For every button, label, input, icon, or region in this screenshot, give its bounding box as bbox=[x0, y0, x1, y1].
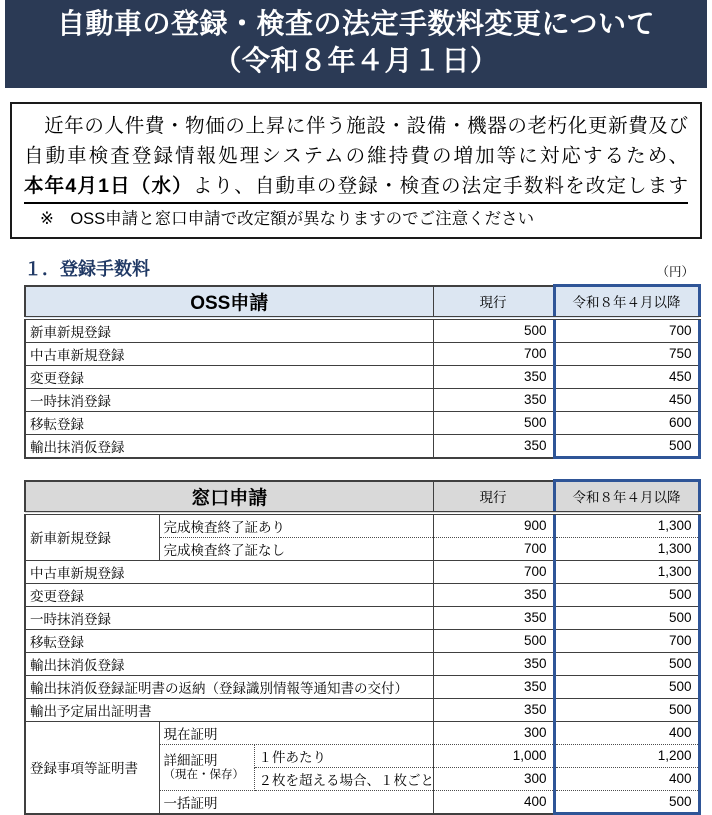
fee-row-label: 輸出予定届出証明書 bbox=[25, 698, 433, 721]
fee-revised: 400 bbox=[554, 721, 699, 744]
fee-row-label: 輸出抹消仮登録証明書の返納（登録識別情報等通知書の交付） bbox=[25, 675, 433, 698]
table-row bbox=[25, 365, 699, 388]
intro-line3 bbox=[24, 171, 688, 204]
column-current: 現行 bbox=[433, 286, 554, 318]
table-gap bbox=[0, 459, 712, 479]
intro-line3-rest: より、自動車の登録・検査の法定手数料を改定します bbox=[192, 175, 688, 197]
oss-table-title: OSS申請 bbox=[25, 286, 433, 318]
fee-revised: 1,300 bbox=[554, 537, 699, 560]
fee-revised: 700 bbox=[554, 318, 699, 343]
fee-revised: 500 bbox=[554, 698, 699, 721]
fee-current: 350 bbox=[433, 583, 554, 606]
window-table-title: 窓口申請 bbox=[25, 481, 433, 513]
fee-revised: 500 bbox=[554, 675, 699, 698]
fee-current: 350 bbox=[433, 365, 554, 388]
fee-revised: 500 bbox=[554, 652, 699, 675]
column-current: 現行 bbox=[433, 481, 554, 513]
fee-row-label: 新車新規登録 bbox=[25, 318, 433, 343]
intro-line3-date: 本年4月1日（水） bbox=[24, 175, 193, 197]
table-row bbox=[25, 606, 699, 629]
table-row bbox=[25, 560, 699, 583]
fee-row-label: 中古車新規登録 bbox=[25, 560, 433, 583]
fee-row-label: 一時抹消登録 bbox=[25, 606, 433, 629]
fee-current: 700 bbox=[433, 342, 554, 365]
fee-row-label: 中古車新規登録 bbox=[25, 342, 433, 365]
fee-current: 300 bbox=[433, 767, 554, 790]
oss-fee-table bbox=[24, 284, 701, 459]
group-label-cert-doc: 登録事項等証明書 bbox=[25, 721, 159, 814]
group-label-detail-cert bbox=[159, 744, 254, 790]
fee-revised: 1,300 bbox=[554, 513, 699, 538]
table-row bbox=[25, 318, 699, 343]
fee-current: 400 bbox=[433, 790, 554, 814]
column-revised: 令和８年４月以降 bbox=[554, 481, 699, 513]
fee-current: 1,000 bbox=[433, 744, 554, 767]
group-label-new-car: 新車新規登録 bbox=[25, 513, 159, 561]
fee-row-label: 変更登録 bbox=[25, 365, 433, 388]
fee-row-label: 一括証明 bbox=[159, 790, 433, 814]
table-row bbox=[25, 583, 699, 606]
fee-revised: 600 bbox=[554, 411, 699, 434]
fee-current: 300 bbox=[433, 721, 554, 744]
fee-revised: 400 bbox=[554, 767, 699, 790]
table-row bbox=[25, 675, 699, 698]
intro-note: ※ OSS申請と窓口申請で改定額が異なりますのでご注意ください bbox=[40, 210, 535, 228]
oss-header-row bbox=[25, 286, 699, 318]
fee-row-label: ２枚を超える場合、１枚ごと bbox=[254, 767, 433, 790]
fee-revised: 1,200 bbox=[554, 744, 699, 767]
section-title: １．登録手数料 bbox=[24, 259, 150, 279]
fee-current: 700 bbox=[433, 560, 554, 583]
section-heading bbox=[24, 255, 694, 281]
fee-row-label: 輸出抹消仮登録 bbox=[25, 652, 433, 675]
fee-current: 700 bbox=[433, 537, 554, 560]
fee-current: 900 bbox=[433, 513, 554, 538]
fee-current: 350 bbox=[433, 434, 554, 458]
column-revised: 令和８年４月以降 bbox=[554, 286, 699, 318]
fee-row-label: 移転登録 bbox=[25, 411, 433, 434]
fee-row-label: 完成検査終了証あり bbox=[159, 513, 433, 538]
table-row bbox=[25, 721, 699, 744]
unit-label: （円） bbox=[656, 265, 694, 279]
fee-revised: 500 bbox=[554, 434, 699, 458]
table-row bbox=[25, 342, 699, 365]
table-row bbox=[25, 629, 699, 652]
window-header-row bbox=[25, 481, 699, 513]
fee-row-label: 変更登録 bbox=[25, 583, 433, 606]
window-fee-table bbox=[24, 479, 701, 815]
fee-revised: 700 bbox=[554, 629, 699, 652]
fee-current: 350 bbox=[433, 606, 554, 629]
fee-current: 500 bbox=[433, 318, 554, 343]
table-row bbox=[25, 388, 699, 411]
fee-revised: 450 bbox=[554, 388, 699, 411]
fee-current: 350 bbox=[433, 675, 554, 698]
fee-current: 350 bbox=[433, 652, 554, 675]
document-title-band bbox=[5, 0, 707, 88]
intro-line2: 自動車検査登録情報処理システムの維持費の増加等に対応するため、 bbox=[24, 145, 688, 167]
fee-revised: 500 bbox=[554, 606, 699, 629]
fee-row-label: １件あたり bbox=[254, 744, 433, 767]
fee-revised: 750 bbox=[554, 342, 699, 365]
fee-current: 350 bbox=[433, 388, 554, 411]
table-row bbox=[25, 434, 699, 458]
table-row bbox=[25, 652, 699, 675]
fee-revised: 450 bbox=[554, 365, 699, 388]
detail-cert-line2: （現在・保存） bbox=[163, 768, 244, 781]
fee-row-label: 現在証明 bbox=[159, 721, 433, 744]
table-row bbox=[25, 698, 699, 721]
intro-line1: 近年の人件費・物価の上昇に伴う施設・設備・機器の老朽化更新費及び bbox=[24, 115, 688, 137]
fee-revised: 500 bbox=[554, 790, 699, 814]
intro-box bbox=[10, 102, 702, 239]
fee-revised: 1,300 bbox=[554, 560, 699, 583]
fee-row-label: 一時抹消登録 bbox=[25, 388, 433, 411]
table-row bbox=[25, 411, 699, 434]
fee-row-label: 移転登録 bbox=[25, 629, 433, 652]
fee-row-label: 輸出抹消仮登録 bbox=[25, 434, 433, 458]
fee-revised: 500 bbox=[554, 583, 699, 606]
fee-current: 500 bbox=[433, 629, 554, 652]
fee-current: 350 bbox=[433, 698, 554, 721]
fee-row-label: 完成検査終了証なし bbox=[159, 537, 433, 560]
document-title-line1: 自動車の登録・検査の法定手数料変更について bbox=[57, 8, 655, 39]
document-title-line2: （令和８年４月１日） bbox=[213, 45, 499, 76]
fee-current: 500 bbox=[433, 411, 554, 434]
table-row bbox=[25, 513, 699, 538]
detail-cert-line1: 詳細証明 bbox=[163, 752, 218, 768]
